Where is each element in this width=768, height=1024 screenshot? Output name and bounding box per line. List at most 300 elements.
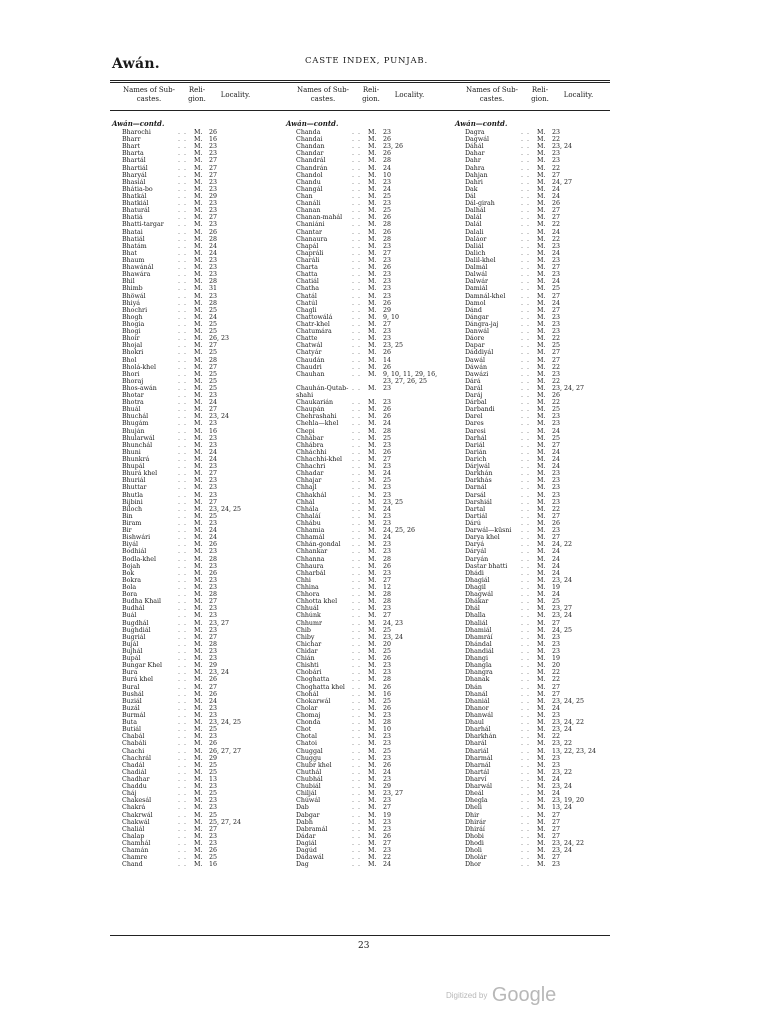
entry-list [455, 129, 620, 868]
religion-cell: M. [194, 384, 203, 392]
religion-cell: M. [194, 171, 203, 179]
locality-cell: 24 [552, 249, 561, 257]
locality-cell: 27 [209, 342, 218, 350]
religion-cell: M. [194, 285, 203, 293]
dot-leader: . . [521, 818, 531, 826]
subcaste-name: Dhanál [465, 690, 488, 698]
dot-leader: . . [352, 441, 362, 449]
table-row [112, 172, 277, 179]
table-row [286, 364, 451, 371]
subcaste-name: Dag [296, 861, 309, 869]
dot-leader: . . [521, 278, 531, 286]
religion-cell: M. [368, 832, 377, 840]
locality-cell: 23 [209, 420, 218, 428]
religion-cell: M. [194, 640, 203, 648]
dot-leader: . . [352, 406, 362, 414]
religion-cell: M. [194, 811, 203, 819]
dot-leader: . . [178, 249, 188, 257]
locality-cell: 24 [552, 790, 561, 798]
subcaste-name: Bhöwál [122, 292, 146, 300]
dot-leader: . . [178, 520, 188, 528]
dot-leader: . . [178, 775, 188, 783]
table-row [112, 300, 277, 307]
religion-cell: M. [537, 640, 546, 648]
table-row [112, 797, 277, 804]
locality-cell: 13, 24 [552, 804, 573, 812]
header-religion: Reli-gion. [362, 86, 380, 103]
subcaste-name: Dhor [465, 861, 481, 869]
religion-cell: M. [537, 228, 546, 236]
table-row [112, 264, 277, 271]
subcaste-name: Bhuriál [122, 477, 146, 485]
locality-cell: 26 [383, 413, 392, 421]
religion-cell: M. [194, 768, 203, 776]
subcaste-name: Chhajar [296, 477, 322, 485]
subcaste-name: Dárú [465, 520, 481, 528]
religion-cell: M. [194, 832, 203, 840]
dot-leader: . . [521, 825, 531, 833]
religion-cell: M. [194, 555, 203, 563]
table-row [112, 598, 277, 605]
religion-cell: M. [537, 256, 546, 264]
locality-cell: 22 [552, 676, 561, 684]
table-row [112, 705, 277, 712]
table-row [286, 726, 451, 733]
dot-leader: . . [178, 136, 188, 144]
table-row [455, 207, 620, 214]
table-row [286, 847, 451, 854]
religion-cell: M. [537, 434, 546, 442]
table-row [286, 762, 451, 769]
dot-leader: . . [352, 768, 362, 776]
locality-cell: 25 [552, 285, 561, 293]
table-row [455, 527, 620, 534]
dot-leader: . . [178, 477, 188, 485]
dot-leader: . . [521, 384, 531, 392]
table-row [286, 392, 451, 399]
header-religion: Reli-gion. [188, 86, 206, 103]
dot-leader: . . [178, 448, 188, 456]
table-row [455, 719, 620, 726]
locality-cell: 26 [383, 228, 392, 236]
subcaste-name: Dahr [465, 157, 481, 165]
table-row [112, 648, 277, 655]
table-row [286, 634, 451, 641]
dot-leader: . . [178, 605, 188, 613]
table-row [286, 314, 451, 321]
dot-leader: . . [521, 747, 531, 755]
religion-cell: M. [368, 804, 377, 812]
table-row [286, 442, 451, 449]
dot-leader: . . [352, 157, 362, 165]
religion-cell: M. [537, 313, 546, 321]
locality-cell: 24 [552, 192, 561, 200]
dot-leader: . . [352, 626, 362, 634]
locality-cell: 23 [552, 861, 561, 869]
table-row [286, 833, 451, 840]
religion-cell: M. [368, 249, 377, 257]
locality-cell: 24 [209, 399, 218, 407]
locality-cell: 22 [552, 733, 561, 741]
subcaste-name: Chamán [122, 847, 149, 855]
table-row [112, 762, 277, 769]
locality-cell: 27 [552, 207, 561, 215]
dot-leader: . . [521, 832, 531, 840]
locality-cell: 27 [552, 264, 561, 272]
subcaste-name: Dagúd [296, 847, 317, 855]
table-row [286, 669, 451, 676]
dot-leader: . . [352, 185, 362, 193]
religion-cell: M. [194, 185, 203, 193]
religion-cell: M. [368, 861, 377, 869]
religion-cell: M. [194, 576, 203, 584]
dot-leader: . . [178, 534, 188, 542]
locality-cell: 23 [383, 491, 392, 499]
locality-cell: 27 [209, 598, 218, 606]
dot-leader: . . [352, 804, 362, 812]
subcaste-name: Bhasiál [122, 178, 146, 186]
table-row [455, 598, 620, 605]
table-row [286, 342, 451, 349]
religion-cell: M. [194, 584, 203, 591]
locality-cell: 16 [209, 427, 218, 435]
religion-cell: M. [368, 854, 377, 862]
table-row [112, 833, 277, 840]
table-row [112, 591, 277, 598]
table-row [455, 520, 620, 527]
dot-leader: . . [178, 271, 188, 279]
table-row [455, 605, 620, 612]
dot-leader: . . [178, 463, 188, 471]
table-row [286, 812, 451, 819]
religion-cell: M. [368, 512, 377, 520]
locality-cell: 16 [209, 136, 218, 144]
religion-cell: M. [537, 534, 546, 542]
religion-cell: M. [194, 647, 203, 655]
subcaste-name: Darbandi [465, 406, 495, 414]
subcaste-name: Chadál [122, 761, 145, 769]
table-row [455, 371, 620, 378]
dot-leader: . . [521, 171, 531, 179]
locality-cell: 23 [209, 704, 218, 712]
subcaste-name: Dhangra [465, 669, 493, 677]
table-row [455, 861, 620, 868]
locality-cell: 26 [383, 349, 392, 357]
table-row [455, 143, 620, 150]
locality-cell: 23 [209, 584, 218, 591]
dot-leader: . . [178, 505, 188, 513]
religion-cell: M. [537, 249, 546, 257]
locality-cell: 23 [383, 441, 392, 449]
religion-cell: M. [537, 669, 546, 677]
locality-cell: 23, 24 [552, 726, 573, 734]
locality-cell: 23 [209, 392, 218, 400]
subcaste-name: Dhádi [465, 569, 484, 577]
table-row [112, 620, 277, 627]
locality-cell: 24 [552, 704, 561, 712]
religion-cell: M. [368, 413, 377, 421]
dot-leader: . . [521, 697, 531, 705]
locality-cell: 23 [209, 804, 218, 812]
table-row [455, 563, 620, 570]
table-row [286, 406, 451, 413]
religion-cell: M. [194, 527, 203, 535]
religion-cell: M. [368, 683, 377, 691]
table-row [112, 748, 277, 755]
locality-cell: 27 [209, 498, 218, 506]
dot-leader: . . [521, 719, 531, 727]
religion-cell: M. [368, 150, 377, 158]
subcaste-name: Bola [122, 584, 137, 591]
locality-cell: 22 [552, 164, 561, 172]
locality-cell: 25 [552, 406, 561, 414]
dot-leader: . . [521, 612, 531, 620]
religion-cell: M. [194, 825, 203, 833]
subcaste-name: Dartal [465, 505, 486, 513]
dot-leader: . . [178, 406, 188, 414]
subcaste-name: Dhir [465, 811, 480, 819]
dot-leader: . . [352, 484, 362, 492]
dot-leader: . . [521, 761, 531, 769]
religion-cell: M. [537, 740, 546, 748]
religion-cell: M. [537, 811, 546, 819]
subcaste-name: Bugriál [122, 633, 146, 641]
religion-cell: M. [194, 420, 203, 428]
dot-leader: . . [352, 832, 362, 840]
locality-cell: 23 [383, 797, 392, 805]
subcaste-name: Bhuttar [122, 484, 147, 492]
subcaste-name: Dhagil [465, 584, 486, 591]
index-column-1 [112, 86, 277, 868]
subcaste-name: Bhogi [122, 328, 141, 336]
table-row [112, 854, 277, 861]
religion-cell: M. [368, 164, 377, 172]
table-row [112, 420, 277, 427]
religion-cell: M. [537, 647, 546, 655]
subcaste-name: Dhangla [465, 662, 492, 670]
subcaste-name: Chantar [296, 228, 322, 236]
table-row [112, 349, 277, 356]
dot-leader: . . [352, 285, 362, 293]
subcaste-name: Bin [122, 512, 133, 520]
table-row [286, 556, 451, 563]
locality-cell: 25 [209, 811, 218, 819]
locality-cell: 24 [552, 548, 561, 556]
dot-leader: . . [178, 129, 188, 136]
religion-cell: M. [194, 790, 203, 798]
locality-cell: 28 [383, 719, 392, 727]
dot-leader: . . [178, 178, 188, 186]
subcaste-name: Chobári [296, 669, 322, 677]
table-row [286, 755, 451, 762]
religion-cell: M. [537, 320, 546, 328]
religion-cell: M. [368, 690, 377, 698]
subcaste-name: Dhagwál [465, 591, 494, 599]
subcaste-name: Dánd [465, 306, 482, 314]
dot-leader: . . [352, 335, 362, 343]
contd-label: Awán—contd. [112, 119, 165, 128]
table-row [455, 435, 620, 442]
subcaste-name: Darwál—küsni [465, 527, 512, 535]
dot-leader: . . [352, 669, 362, 677]
locality-cell: 27 [209, 683, 218, 691]
table-row [112, 335, 277, 342]
locality-cell: 25 [209, 328, 218, 336]
dot-leader: . . [178, 747, 188, 755]
locality-cell: 23, 24 [209, 413, 230, 421]
subcaste-name: Chhachhi-khel [296, 456, 343, 464]
header-locality: Locality. [220, 91, 251, 99]
subcaste-name: Dares [465, 420, 484, 428]
dot-leader: . . [352, 726, 362, 734]
locality-cell: 24, 25, 26 [383, 527, 416, 535]
religion-cell: M. [368, 754, 377, 762]
subcaste-name: Buál [122, 612, 137, 620]
subcaste-name: Dáwán [465, 363, 488, 371]
dot-leader: . . [352, 150, 362, 158]
dot-leader: . . [178, 164, 188, 172]
subcaste-name: Chakrá [122, 804, 146, 812]
table-row [286, 243, 451, 250]
table-row [455, 790, 620, 797]
table-row [286, 584, 451, 591]
religion-cell: M. [194, 150, 203, 158]
religion-cell: M. [194, 313, 203, 321]
dot-leader: . . [352, 320, 362, 328]
locality-cell: 23 [383, 484, 392, 492]
locality-cell: 23 [383, 178, 392, 186]
religion-cell: M. [194, 349, 203, 357]
subcaste-name: Bishwári [122, 534, 151, 542]
table-row [286, 712, 451, 719]
religion-cell: M. [537, 456, 546, 464]
locality-cell: 28 [383, 427, 392, 435]
subcaste-name: Dharnál [465, 761, 491, 769]
dot-leader: . . [352, 214, 362, 222]
table-row [455, 655, 620, 662]
locality-cell: 23 [383, 256, 392, 264]
religion-cell: M. [194, 306, 203, 314]
religion-cell: M. [194, 356, 203, 364]
subcaste-name: Bhartál [122, 157, 146, 165]
dot-leader: . . [521, 228, 531, 236]
table-row [455, 314, 620, 321]
subcaste-name: Chandar [296, 150, 324, 158]
religion-cell: M. [537, 655, 546, 663]
table-row [455, 470, 620, 477]
dot-leader: . . [352, 249, 362, 257]
subcaste-name: Chatál [296, 292, 317, 300]
locality-cell: 23 [383, 242, 392, 250]
locality-cell: 23 [552, 477, 561, 485]
religion-cell: M. [194, 676, 203, 684]
locality-cell: 23 [383, 285, 392, 293]
religion-cell: M. [194, 655, 203, 663]
religion-cell: M. [537, 477, 546, 485]
religion-cell: M. [368, 349, 377, 357]
dot-leader: . . [521, 626, 531, 634]
religion-cell: M. [194, 690, 203, 698]
dot-leader: . . [521, 434, 531, 442]
religion-cell: M. [537, 569, 546, 577]
subcaste-name: Dál-girah [465, 200, 495, 208]
religion-cell: M. [194, 562, 203, 570]
dot-leader: . . [521, 178, 531, 186]
table-row [112, 307, 277, 314]
subcaste-name: Chanáli [296, 200, 321, 208]
dot-leader: . . [178, 242, 188, 250]
locality-cell: 23 [209, 441, 218, 449]
table-row [455, 364, 620, 371]
religion-cell: M. [537, 363, 546, 371]
dot-leader: . . [521, 754, 531, 762]
locality-cell: 10 [383, 171, 392, 179]
locality-cell: 23, 19, 20 [552, 797, 585, 805]
religion-cell: M. [194, 775, 203, 783]
dot-leader: . . [352, 477, 362, 485]
religion-cell: M. [368, 626, 377, 634]
dot-leader: . . [178, 662, 188, 670]
locality-cell: 28 [383, 221, 392, 229]
subcaste-name: Danwál [465, 328, 490, 336]
table-row [286, 463, 451, 470]
religion-cell: M. [537, 498, 546, 506]
subcaste-name: Bhat [122, 249, 137, 257]
dot-leader: . . [352, 242, 362, 250]
locality-cell: 27 [552, 441, 561, 449]
dot-leader: . . [178, 562, 188, 570]
locality-cell: 28 [383, 591, 392, 599]
subcaste-name: Darnál [465, 484, 487, 492]
table-row [112, 157, 277, 164]
subcaste-name: Dheál [465, 790, 484, 798]
religion-cell: M. [537, 847, 546, 855]
religion-cell: M. [537, 676, 546, 684]
locality-cell: 25 [209, 377, 218, 385]
religion-cell: M. [194, 427, 203, 435]
locality-cell: 24 [552, 278, 561, 286]
subcaste-name: Chabál [122, 733, 145, 741]
table-row [286, 534, 451, 541]
table-row [286, 641, 451, 648]
dot-leader: . . [352, 349, 362, 357]
subcaste-name: Chandan [296, 143, 325, 151]
subcaste-name: Chohál [296, 690, 319, 698]
subcaste-name: Dharwál [465, 783, 493, 791]
locality-cell: 9, 10 [383, 313, 400, 321]
religion-cell: M. [368, 491, 377, 499]
dot-leader: . . [352, 633, 362, 641]
table-row [112, 755, 277, 762]
religion-cell: M. [194, 299, 203, 307]
dot-leader: . . [521, 704, 531, 712]
locality-cell: 24 [383, 534, 392, 542]
locality-cell: 13, 22, 23, 24 [552, 747, 597, 755]
table-row [286, 129, 451, 136]
religion-cell: M. [368, 797, 377, 805]
dot-leader: . . [521, 655, 531, 663]
locality-cell: 25 [209, 854, 218, 862]
locality-cell: 23, 24 [552, 783, 573, 791]
table-row [286, 378, 451, 385]
dot-leader: . . [352, 143, 362, 151]
dot-leader: . . [178, 285, 188, 293]
dot-leader: . . [178, 235, 188, 243]
locality-cell: 23 [552, 320, 561, 328]
dot-leader: . . [521, 299, 531, 307]
table-row [112, 413, 277, 420]
table-row [112, 513, 277, 520]
